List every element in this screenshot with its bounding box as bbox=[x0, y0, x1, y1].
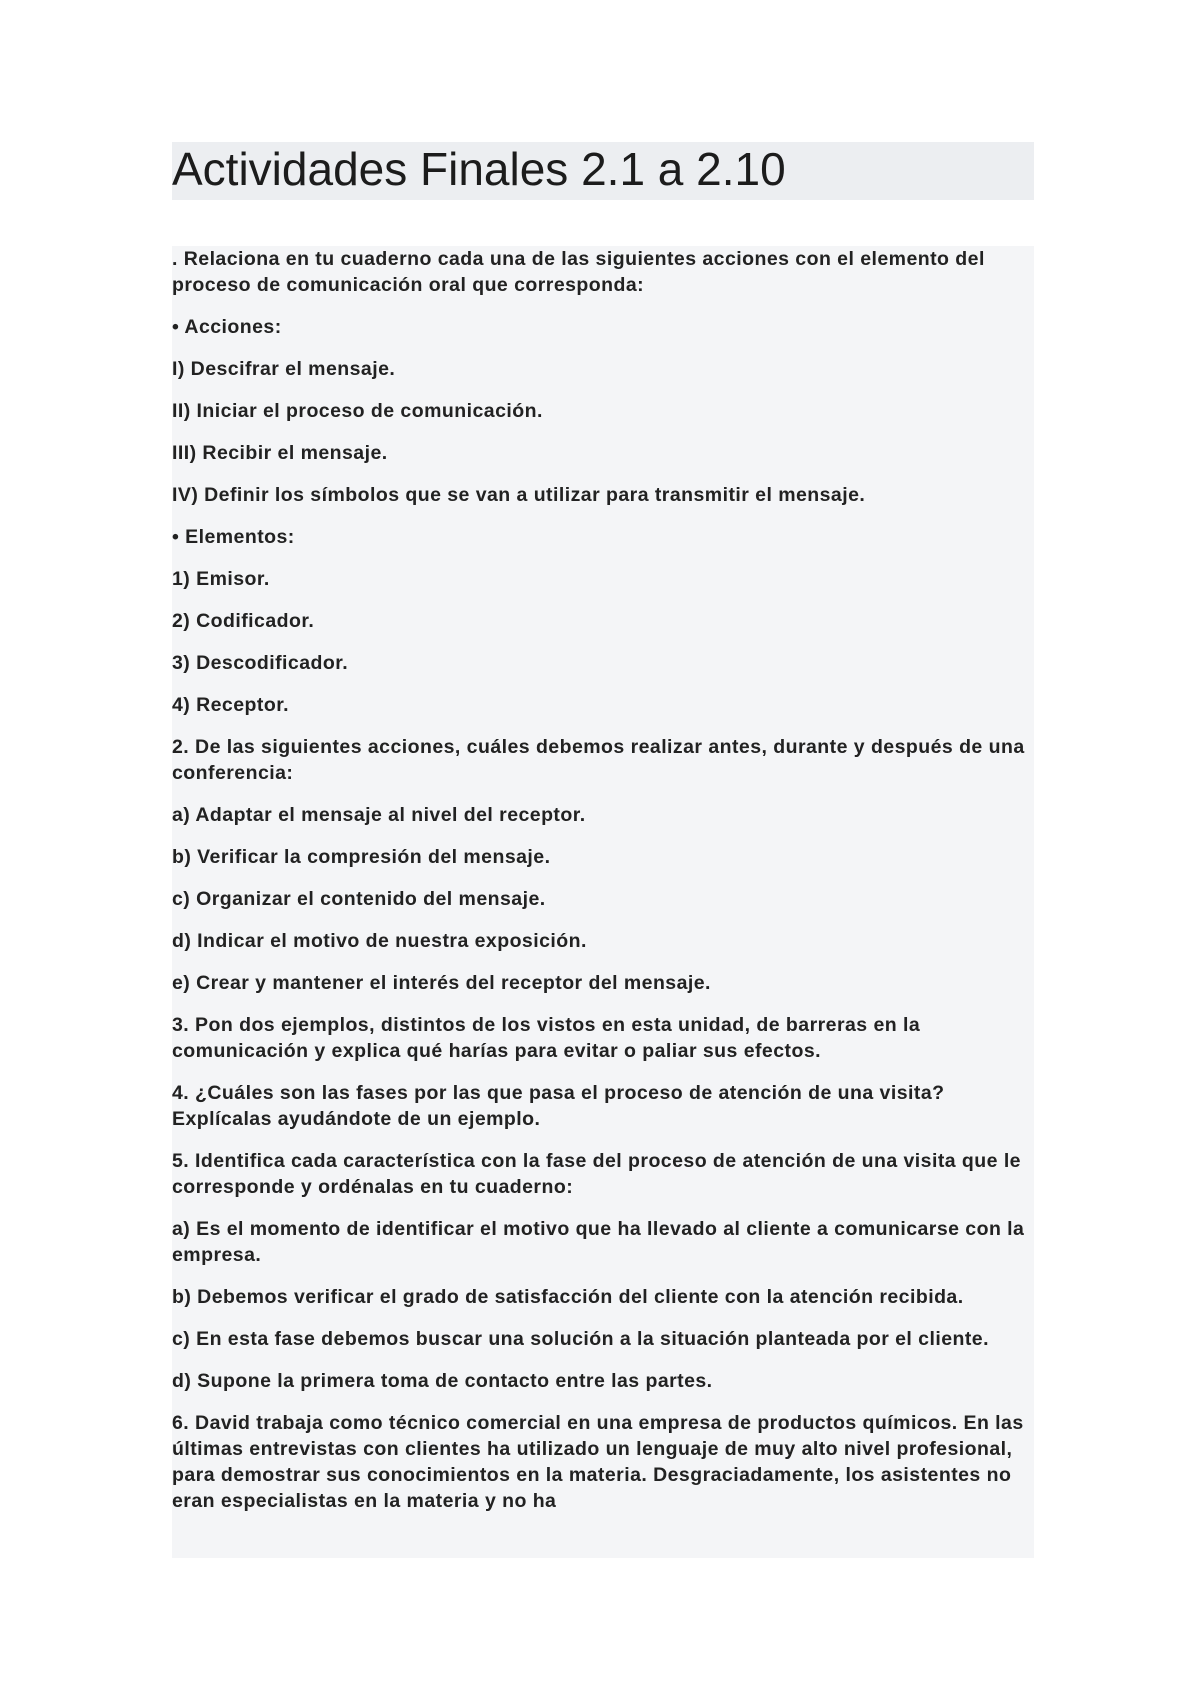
paragraph: b) Debemos verificar el grado de satisfacción del cliente con la atención recibida. bbox=[172, 1286, 964, 1308]
paragraph: 2) Codificador. bbox=[172, 610, 315, 632]
paragraph: 6. David trabaja como técnico comercial en una empresa de productos químicos. En las últimas entrevistas con clientes ha utilizado un lenguaje de muy alto nivel profesional, para demostrar sus conocimientos en la materia. Desgraciadamente, los asistentes no eran especialistas en la materia y no ha bbox=[172, 1412, 1024, 1512]
paragraph: IV) Definir los símbolos que se van a utilizar para transmitir el mensaje. bbox=[172, 484, 866, 506]
paragraph: d) Indicar el motivo de nuestra exposición. bbox=[172, 930, 587, 952]
paragraph: • Elementos: bbox=[172, 526, 295, 548]
paragraph: 1) Emisor. bbox=[172, 568, 270, 590]
paragraph: . Relaciona en tu cuaderno cada una de las siguientes acciones con el elemento del proceso de comunicación oral que corresponda: bbox=[172, 248, 985, 296]
paragraph: b) Verificar la compresión del mensaje. bbox=[172, 846, 551, 868]
paragraph: 4) Receptor. bbox=[172, 694, 290, 716]
paragraph: a) Es el momento de identificar el motivo que ha llevado al cliente a comunicarse con la empresa. bbox=[172, 1218, 1025, 1266]
paragraph: II) Iniciar el proceso de comunicación. bbox=[172, 400, 543, 422]
paragraph: d) Supone la primera toma de contacto entre las partes. bbox=[172, 1370, 713, 1392]
document-body bbox=[172, 246, 1034, 1558]
paragraph: a) Adaptar el mensaje al nivel del receptor. bbox=[172, 804, 586, 826]
paragraph: c) En esta fase debemos buscar una solución a la situación planteada por el cliente. bbox=[172, 1328, 989, 1350]
paragraph: e) Crear y mantener el interés del receptor del mensaje. bbox=[172, 972, 711, 994]
paragraph: • Acciones: bbox=[172, 316, 282, 338]
paragraph: 2. De las siguientes acciones, cuáles debemos realizar antes, durante y después de una conferencia: bbox=[172, 736, 1025, 784]
paragraph: III) Recibir el mensaje. bbox=[172, 442, 388, 464]
paragraph: 4. ¿Cuáles son las fases por las que pasa el proceso de atención de una visita? Explícalas ayudándote de un ejemplo. bbox=[172, 1082, 945, 1130]
paragraph: 5. Identifica cada característica con la fase del proceso de atención de una visita que le corresponde y ordénalas en tu cuaderno: bbox=[172, 1150, 1021, 1198]
page-title: Actividades Finales 2.1 a 2.10 bbox=[172, 143, 786, 195]
paragraph: I) Descifrar el mensaje. bbox=[172, 358, 396, 380]
paragraph: 3. Pon dos ejemplos, distintos de los vistos en esta unidad, de barreras en la comunicación y explica qué harías para evitar o paliar sus efectos. bbox=[172, 1014, 921, 1062]
paragraph: 3) Descodificador. bbox=[172, 652, 349, 674]
paragraph: c) Organizar el contenido del mensaje. bbox=[172, 888, 546, 910]
